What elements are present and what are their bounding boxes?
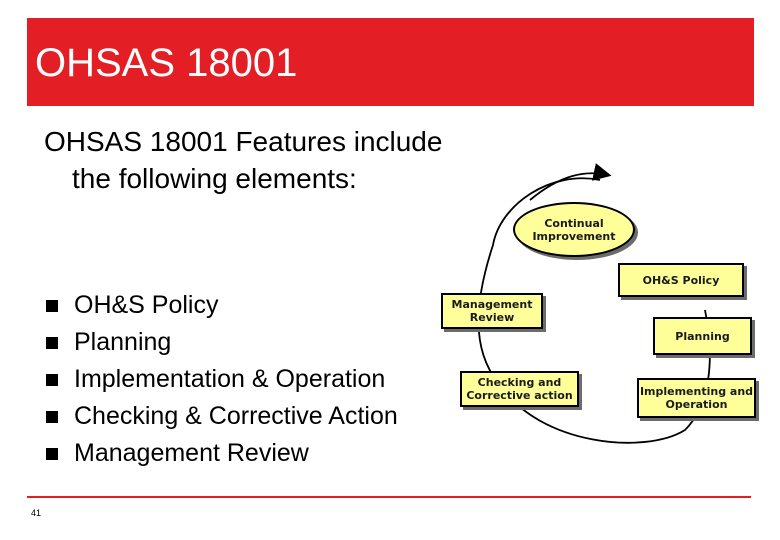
square-bullet-icon <box>46 374 58 386</box>
bullet-item <box>46 361 426 398</box>
square-bullet-icon <box>46 300 58 312</box>
bullet-text: Management Review <box>74 439 309 467</box>
bullet-text: OH&S Policy <box>74 291 219 319</box>
square-bullet-icon <box>46 337 58 349</box>
slide-title: OHSAS 18001 <box>35 41 298 85</box>
policy-node: OH&S Policy <box>618 263 744 297</box>
checking-node: Checking and Corrective action <box>460 371 579 407</box>
bullet-text: Checking & Corrective Action <box>74 402 398 430</box>
implementing-node: Implementing and Operation <box>637 378 756 418</box>
square-bullet-icon <box>46 448 58 460</box>
planning-node: Planning <box>653 317 752 355</box>
square-bullet-icon <box>46 411 58 423</box>
bullet-text: Implementation & Operation <box>74 365 386 393</box>
bullet-list <box>46 287 426 472</box>
bullet-item <box>46 287 426 324</box>
ohsas-cycle-diagram <box>430 160 770 460</box>
page-number: 41 <box>31 508 42 518</box>
bullet-item <box>46 324 426 361</box>
intro-text: OHSAS 18001 Features include the following elements: <box>44 126 443 194</box>
management-review-node: Management Review <box>441 293 543 329</box>
footer-divider <box>27 496 751 498</box>
bullet-item <box>46 398 426 435</box>
title-bar <box>27 18 754 106</box>
bullet-item <box>46 435 426 472</box>
continual-improvement-node: Continual Improvement <box>513 202 635 257</box>
bullet-text: Planning <box>74 328 172 356</box>
